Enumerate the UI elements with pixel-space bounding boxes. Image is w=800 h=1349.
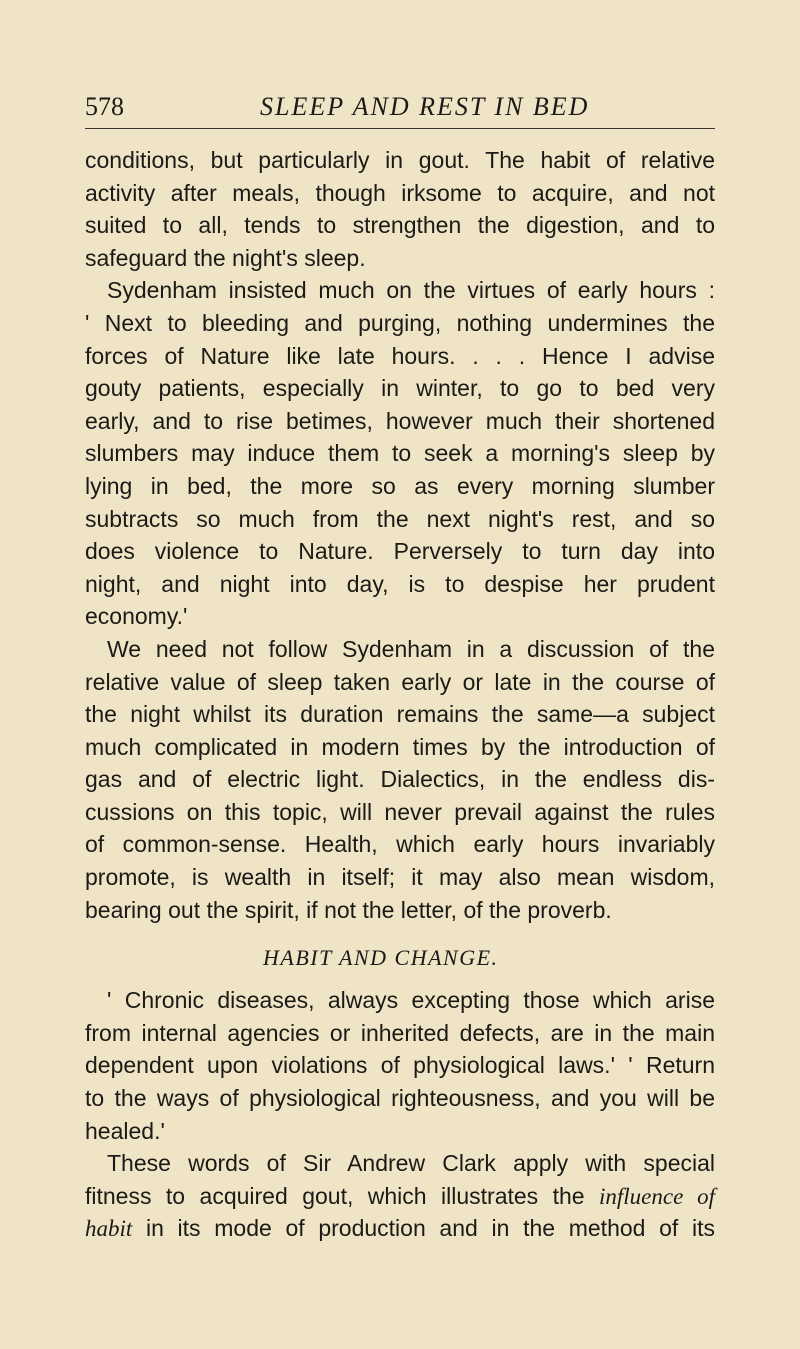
body-text <box>85 144 715 1245</box>
text-line: healed.' <box>85 1117 165 1144</box>
text-line: suited to all, tends to strengthen the digestion, and to <box>85 212 715 239</box>
text-line: gas and of electric light. Dialectics, in the endless dis- <box>85 766 715 793</box>
text-line: much complicated in modern times by the introduction of <box>85 733 715 760</box>
text-line: cussions on this topic, will never prevail against the rules <box>85 798 715 825</box>
text-line: safeguard the night's sleep. <box>85 244 366 271</box>
page-number: 578 <box>85 92 124 121</box>
text-line: promote, is wealth in itself; it may also mean wisdom, <box>85 864 715 891</box>
text-line: economy.' <box>85 603 188 630</box>
text-line: bearing out the spirit, if not the letter, of the proverb. <box>85 896 612 923</box>
text-line: forces of Nature like late hours. . . . Hence I advise <box>85 342 715 369</box>
text-line: of common-sense. Health, which early hours invariably <box>85 831 715 858</box>
text-line: does violence to Nature. Perversely to turn day into <box>85 538 715 565</box>
text-line: subtracts so much from the next night's rest, and so <box>85 505 715 532</box>
text-line: early, and to rise betimes, however much their shortened <box>85 407 715 434</box>
paragraph-5 <box>85 1147 715 1245</box>
text-line: slumbers may induce them to seek a morning's sleep by <box>85 440 715 467</box>
running-head <box>85 92 715 128</box>
text-line: ' Next to bleeding and purging, nothing undermines the <box>85 309 715 336</box>
text-line: dependent upon violations of physiological laws.' ' Return <box>85 1052 715 1079</box>
text-line: ' Chronic diseases, always excepting those which arise <box>107 987 715 1014</box>
italic-phrase: habit <box>85 1216 133 1242</box>
paragraph-4 <box>85 984 715 1147</box>
text-line: relative value of sleep taken early or late in the course of <box>85 668 715 695</box>
text-line: These words of Sir Andrew Clark apply with special <box>107 1150 715 1177</box>
text-line: activity after meals, though irksome to acquire, and not <box>85 179 715 206</box>
text-line: to the ways of physiological righteousness, and you will be <box>85 1085 715 1112</box>
italic-phrase: influence of <box>599 1183 715 1209</box>
header-rule <box>85 128 715 129</box>
running-title: SLEEP AND REST IN BED <box>260 92 590 121</box>
text-line: night, and night into day, is to despise her prudent <box>85 570 715 597</box>
paragraph-2 <box>85 274 715 633</box>
text-line <box>85 1212 715 1245</box>
text-run: fitness to acquired gout, which illustrates the <box>85 1182 600 1209</box>
text-line: gouty patients, especially in winter, to go to bed very <box>85 375 715 402</box>
text-line: We need not follow Sydenham in a discussion of the <box>107 635 715 662</box>
text-line: Sydenham insisted much on the virtues of early hours : <box>107 277 715 304</box>
text-line <box>85 1180 715 1213</box>
text-line: lying in bed, the more so as every morning slumber <box>85 472 715 499</box>
text-line: the night whilst its duration remains the same—a subject <box>85 701 715 728</box>
section-heading: HABIT AND CHANGE. <box>263 945 499 971</box>
paragraph-1 <box>85 144 715 274</box>
text-line: from internal agencies or inherited defects, are in the main <box>85 1019 715 1046</box>
text-line: conditions, but particularly in gout. The habit of relative <box>85 147 715 173</box>
text-run: in its mode of production and in the method of its <box>132 1215 715 1242</box>
paragraph-3 <box>85 633 715 926</box>
